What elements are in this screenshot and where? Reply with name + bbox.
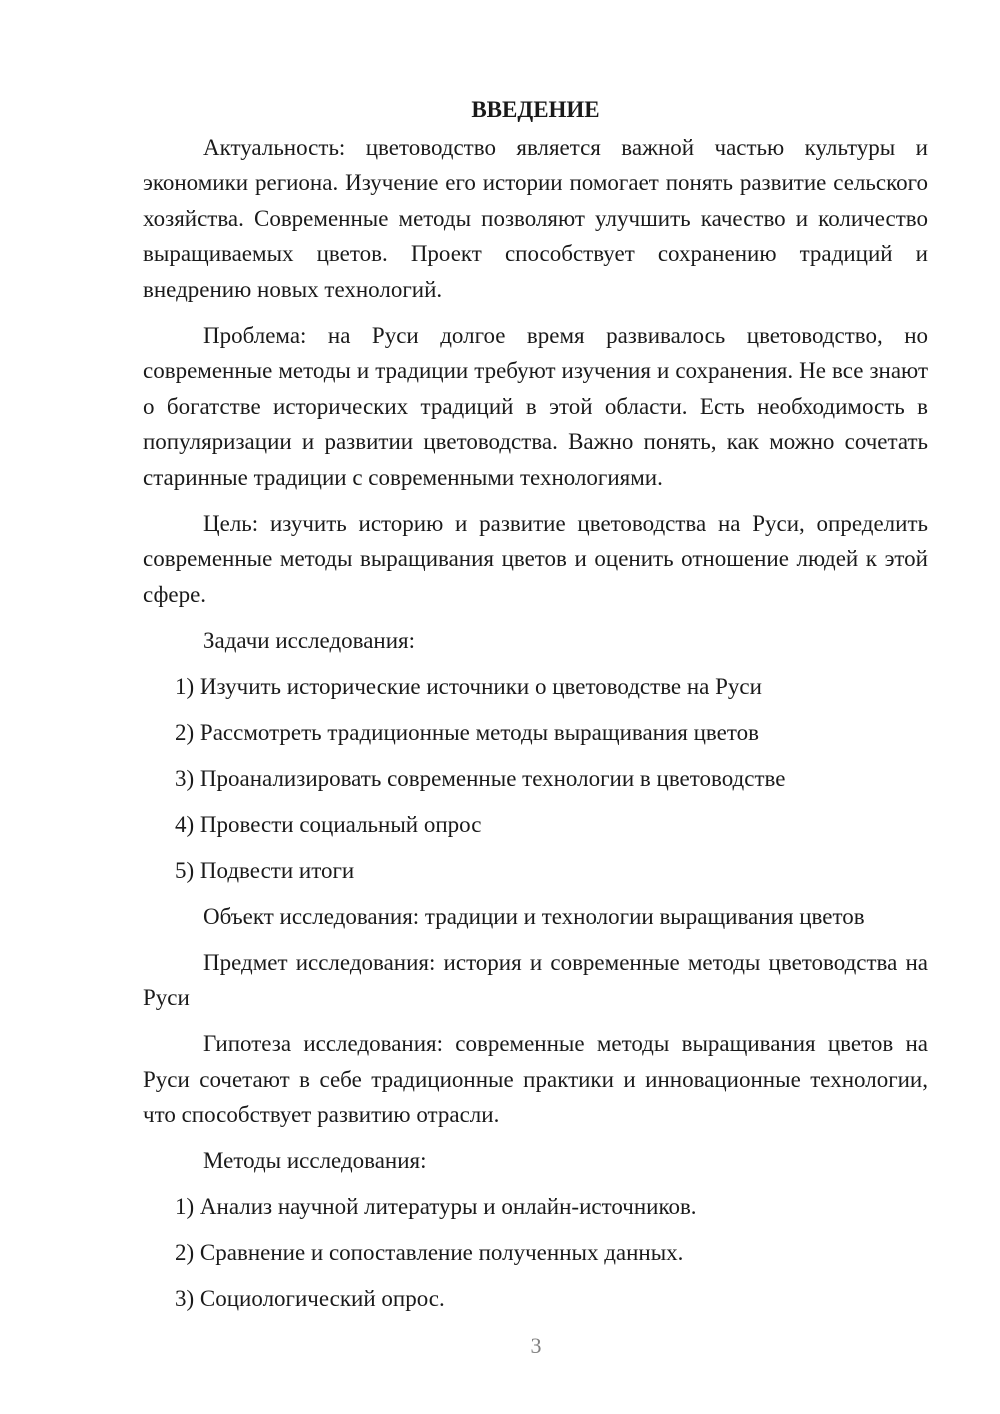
methods-list (143, 1189, 928, 1317)
list-item: 2) Рассмотреть традиционные методы выращивания цветов (175, 719, 759, 745)
problem-paragraph: Проблема: на Руси долгое время развивалось цветоводство, но современные методы и традиции требуют изучения и сохранения. Не все знают о богатстве исторических традиций в этой области. Есть необходимость в популяризации и развитии цветоводства. Важно понять, как можно сочетать старинные традиции с современными технологиями. (143, 322, 928, 490)
page-content (143, 92, 928, 1327)
hypothesis-paragraph: Гипотеза исследования: современные методы выращивания цветов на Руси сочетают в себе традиционные практики и инновационные технологии, что способствует развитию отрасли. (143, 1031, 928, 1127)
page-title: ВВЕДЕНИЕ (471, 97, 600, 122)
list-item: 5) Подвести итоги (175, 857, 355, 883)
list-item: 3) Проанализировать современные технологии в цветоводстве (175, 765, 786, 791)
list-item: 1) Анализ научной литературы и онлайн-источников. (175, 1194, 697, 1219)
list-item: 2) Сравнение и сопоставление полученных данных. (175, 1240, 684, 1265)
object-line: Объект исследования: традиции и технологии выращивания цветов (203, 903, 865, 929)
goal-paragraph: Цель: изучить историю и развитие цветоводства на Руси, определить современные методы выращивания цветов и оценить отношение людей к этой сфере. (143, 510, 928, 607)
page-number: 3 (530, 1333, 542, 1358)
tasks-list (143, 669, 928, 889)
list-item: 4) Провести социальный опрос (175, 811, 482, 837)
methods-label: Методы исследования: (203, 1148, 427, 1173)
relevance-paragraph: Актуальность: цветоводство является важной частью культуры и экономики региона. Изучение его истории помогает понять развитие сельского хозяйства. Современные методы позволяют улучшить качество и количество выращиваемых цветов. Проект способствует сохранению традиций и внедрению новых технологий. (143, 134, 928, 302)
list-item: 3) Социологический опрос. (175, 1286, 445, 1311)
subject-paragraph: Предмет исследования: история и современные методы цветоводства на Руси (143, 949, 928, 1010)
tasks-label: Задачи исследования: (203, 627, 416, 653)
list-item: 1) Изучить исторические источники о цветоводстве на Руси (175, 673, 762, 699)
